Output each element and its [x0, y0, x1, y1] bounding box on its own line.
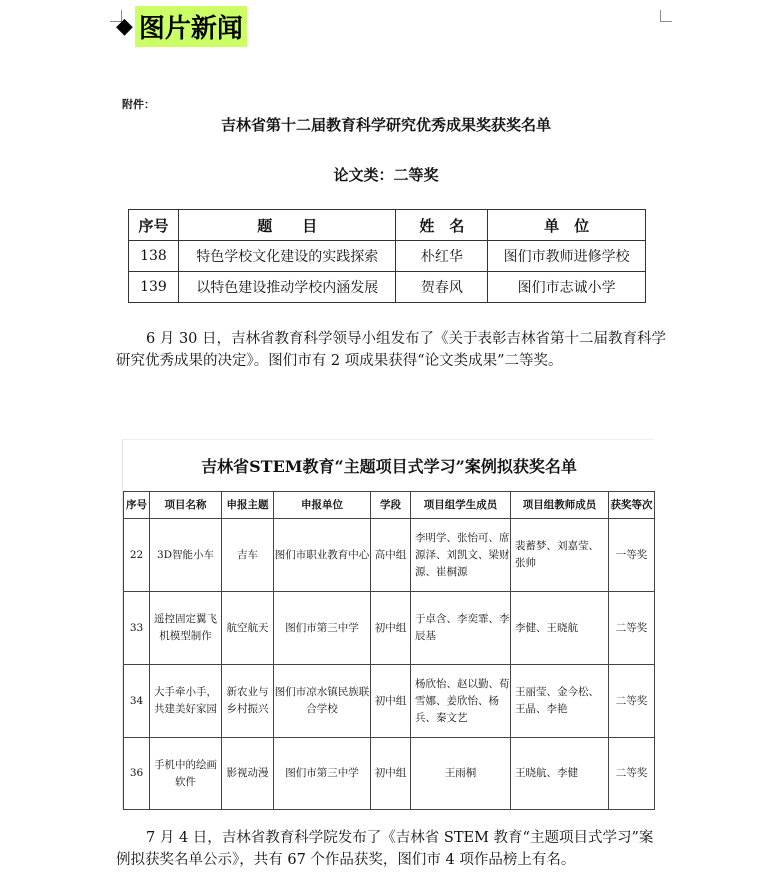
attachment-label: 附件：	[122, 98, 155, 111]
table-cell: 图们市职业教育中心	[274, 519, 371, 592]
table-cell: 新农业与乡村振兴	[222, 665, 274, 738]
header-cell: 项目组学生成员	[411, 492, 511, 519]
document-title: 吉林省第十二届教育科学研究优秀成果奖获奖名单	[220, 116, 551, 134]
header-cell: 姓 名	[396, 210, 488, 241]
header-cell: 序号	[124, 492, 150, 519]
table-cell: 朴红华	[396, 241, 488, 272]
section-heading	[116, 4, 247, 48]
table-cell: 手机中的绘画软件	[150, 738, 222, 810]
document-subtitle: 论文类：二等奖	[333, 166, 439, 184]
heading-text: 图片新闻	[135, 6, 247, 47]
table-cell: 图们市第三中学	[274, 738, 371, 810]
table-cell: 王晓航、李健	[511, 738, 609, 810]
header-cell: 序号	[129, 210, 179, 241]
table-cell: 一等奖	[609, 519, 655, 592]
table-cell: 二等奖	[609, 592, 655, 665]
table-cell: 李明学、张怡可、席源泽、刘凯文、梁财源、崔桐源	[411, 519, 511, 592]
stem-title: 吉林省STEM教育“主题项目式学习”案例拟获奖名单	[201, 457, 577, 476]
table-cell: 3D智能小车	[150, 519, 222, 592]
table-cell: 遥控固定翼飞机模型制作	[150, 592, 222, 665]
stem-table	[123, 491, 655, 810]
table-cell: 王雨桐	[411, 738, 511, 810]
table-cell: 杨欣怡、赵以勤、荀雪娜、姜欣怡、杨兵、秦文艺	[411, 665, 511, 738]
table-cell: 王丽莹、金今松、王晶、李艳	[511, 665, 609, 738]
header-cell: 题 目	[178, 210, 396, 241]
table-cell: 影视动漫	[222, 738, 274, 810]
table-row	[124, 592, 655, 665]
stem-header-row	[124, 492, 655, 519]
table-cell: 33	[124, 592, 150, 665]
diamond-bullet-icon: ◆	[116, 13, 133, 39]
table-cell: 二等奖	[609, 665, 655, 738]
table-cell: 高中组	[371, 519, 411, 592]
stem-award-image	[122, 439, 654, 809]
table-row	[124, 519, 655, 592]
table-cell: 图们市第三中学	[274, 592, 371, 665]
table-row	[129, 241, 646, 272]
table-cell: 初中组	[371, 665, 411, 738]
header-cell: 项目组教师成员	[511, 492, 609, 519]
table-cell: 航空航天	[222, 592, 274, 665]
header-cell: 单 位	[488, 210, 646, 241]
header-cell: 项目名称	[150, 492, 222, 519]
table-cell: 以特色建设推动学校内涵发展	[178, 272, 396, 303]
header-cell: 获奖等次	[609, 492, 655, 519]
news-paragraph: 7 月 4 日，吉林省教育科学院发布了《吉林省 STEM 教育“主题项目式学习”案例拟获奖名单公示》，共有 67 个作品获奖，图们市 4 项作品榜上有名。	[116, 830, 654, 868]
table-row	[124, 738, 655, 810]
table-cell: 图们市教师进修学校	[488, 241, 646, 272]
table-header-row	[129, 210, 646, 241]
table-cell: 36	[124, 738, 150, 810]
table-cell: 裴蓄梦、刘嘉莹、张帅	[511, 519, 609, 592]
table-cell: 李健、王晓航	[511, 592, 609, 665]
page-corner-mark	[660, 10, 672, 22]
table-cell: 图们市凉水镇民族联合学校	[274, 665, 371, 738]
header-cell: 学段	[371, 492, 411, 519]
table-cell: 初中组	[371, 592, 411, 665]
table-cell: 二等奖	[609, 738, 655, 810]
table-cell: 初中组	[371, 738, 411, 810]
table-cell: 特色学校文化建设的实践探索	[178, 241, 396, 272]
table-cell: 139	[129, 272, 179, 303]
header-cell: 申报主题	[222, 492, 274, 519]
award-table	[128, 209, 646, 303]
table-cell: 大手牵小手，共建美好家园	[150, 665, 222, 738]
news-paragraph: 6 月 30 日，吉林省教育科学领导小组发布了《关于表彰吉林省第十二届教育科学研究优秀成果的决定》。图们市有 2 项成果获得“论文类成果”二等奖。	[116, 331, 667, 369]
table-cell: 图们市志诚小学	[488, 272, 646, 303]
table-cell: 吉车	[222, 519, 274, 592]
table-cell: 22	[124, 519, 150, 592]
table-row	[129, 272, 646, 303]
header-cell: 申报单位	[274, 492, 371, 519]
table-cell: 贺春风	[396, 272, 488, 303]
table-cell: 34	[124, 665, 150, 738]
table-cell: 于卓含、李奕霏、李辰基	[411, 592, 511, 665]
table-row	[124, 665, 655, 738]
table-cell: 138	[129, 241, 179, 272]
